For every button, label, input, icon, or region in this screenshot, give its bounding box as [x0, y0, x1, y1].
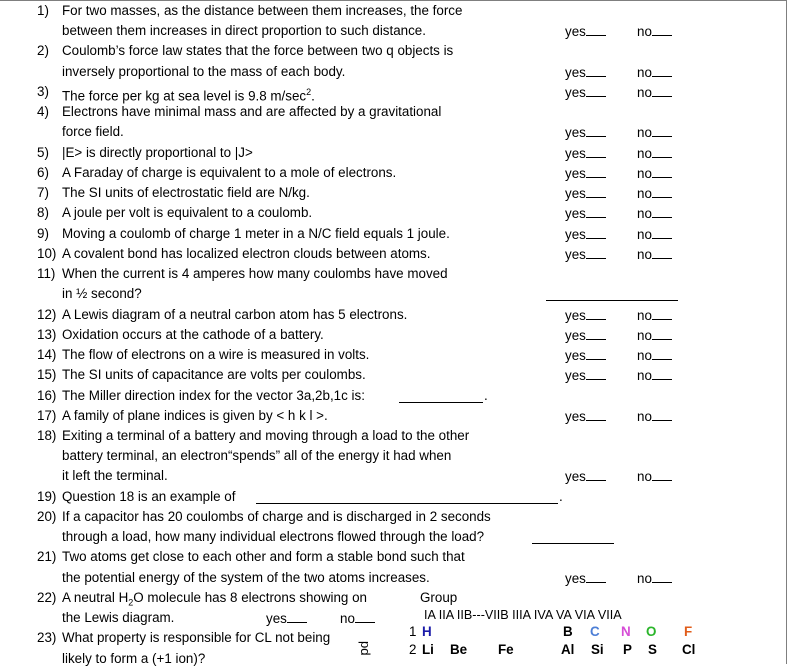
q17-no[interactable]: no	[637, 408, 672, 425]
q13-yes[interactable]: yes	[565, 327, 606, 344]
periodic-group-label: Group	[420, 590, 458, 605]
q4-text-line2: force field.	[62, 124, 124, 139]
q2-yes[interactable]: yes	[565, 64, 606, 81]
q11-number: 11)	[37, 266, 56, 281]
q9-text: Moving a coulomb of charge 1 meter in a N/C field equals 1 joule.	[62, 226, 450, 241]
q3-number: 3)	[37, 84, 49, 99]
q7-no[interactable]: no	[637, 185, 672, 202]
q2-text-line1: Coulomb’s force law states that the force between two q objects is	[62, 43, 454, 58]
q15-text: The SI units of capacitance are volts per coulombs.	[62, 367, 366, 382]
q7-text: The SI units of electrostatic field are N/kg.	[62, 185, 310, 200]
q5-no[interactable]: no	[637, 145, 672, 162]
q17-text: A family of plane indices is given by < h k l >.	[62, 408, 328, 423]
element-P: P	[623, 642, 632, 657]
q21-number: 21)	[37, 549, 57, 564]
q22-yes[interactable]: yes	[266, 610, 307, 627]
q21-text-line1: Two atoms get close to each other and form a stable bond such that	[62, 549, 465, 564]
q11-answer-line[interactable]	[546, 300, 678, 301]
q18-no[interactable]: no	[637, 468, 672, 485]
q17-yes[interactable]: yes	[565, 408, 606, 425]
q2-text-line2: inversely proportional to the mass of each body.	[62, 64, 346, 79]
q20-number: 20)	[37, 509, 57, 524]
element-C: C	[590, 624, 600, 639]
q5-number: 5)	[37, 145, 49, 160]
periodic-row2-number: 2	[409, 642, 417, 657]
q8-text: A joule per volt is equivalent to a coulomb.	[62, 205, 313, 220]
element-N: N	[621, 624, 631, 639]
q11-text-line2: in ½ second?	[62, 286, 142, 301]
q10-no[interactable]: no	[637, 246, 672, 263]
q4-yes[interactable]: yes	[565, 124, 606, 141]
q9-number: 9)	[37, 226, 49, 241]
q12-number: 12)	[37, 307, 57, 322]
q8-no[interactable]: no	[637, 205, 672, 222]
q1-number: 1)	[37, 3, 49, 18]
q10-yes[interactable]: yes	[565, 246, 606, 263]
q6-yes[interactable]: yes	[565, 165, 606, 182]
q14-yes[interactable]: yes	[565, 347, 606, 364]
rotated-margin-label: pd	[358, 641, 373, 656]
q3-yes[interactable]: yes	[565, 84, 606, 101]
q5-text: |E> is directly proportional to |J>	[62, 145, 253, 160]
q22-number: 22)	[37, 590, 57, 605]
q13-text: Oxidation occurs at the cathode of a battery.	[62, 327, 324, 342]
q21-text-line2: the potential energy of the system of the two atoms increases.	[62, 570, 430, 585]
q4-text-line1: Electrons have minimal mass and are affected by a gravitational	[62, 104, 442, 119]
q15-number: 15)	[37, 367, 57, 382]
q18-yes[interactable]: yes	[565, 468, 606, 485]
q16-answer-line[interactable]	[399, 402, 483, 403]
q4-no[interactable]: no	[637, 124, 672, 141]
q23-text-line2: likely to form a (+1 ion)?	[62, 651, 206, 666]
periodic-group-header: IA IIA IIB---VIIB IIIA IVA VA VIA VIIA	[424, 608, 622, 622]
q13-number: 13)	[37, 327, 57, 342]
q9-yes[interactable]: yes	[565, 226, 606, 243]
q22-text-line2: the Lewis diagram.	[62, 610, 175, 625]
q21-yes[interactable]: yes	[565, 570, 606, 587]
q19-text: Question 18 is an example of	[62, 489, 236, 504]
element-Be: Be	[450, 642, 468, 657]
element-S: S	[648, 642, 657, 657]
periodic-row1-number: 1	[409, 624, 417, 639]
q12-no[interactable]: no	[637, 307, 672, 324]
q1-no[interactable]: no	[637, 23, 672, 40]
q18-number: 18)	[37, 428, 57, 443]
element-O: O	[646, 624, 657, 639]
element-Cl: Cl	[682, 642, 696, 657]
q1-text-line2: between them increases in direct proportion to such distance.	[62, 23, 426, 38]
q16-period: .	[484, 388, 488, 403]
q19-period: .	[559, 489, 563, 504]
q18-text-line3: it left the terminal.	[62, 468, 168, 483]
element-B: B	[563, 624, 573, 639]
q5-yes[interactable]: yes	[565, 145, 606, 162]
element-Al: Al	[561, 642, 575, 657]
q6-text: A Faraday of charge is equivalent to a mole of electrons.	[62, 165, 397, 180]
q10-number: 10)	[37, 246, 57, 261]
q22-no[interactable]: no	[340, 610, 375, 627]
q1-text-line1: For two masses, as the distance between them increases, the force	[62, 3, 463, 18]
q7-number: 7)	[37, 185, 49, 200]
q12-text: A Lewis diagram of a neutral carbon atom has 5 electrons.	[62, 307, 408, 322]
q14-no[interactable]: no	[637, 347, 672, 364]
q22-text-line1: A neutral $H_2O$ molecule has 8 electrons showing on	[62, 590, 367, 608]
q20-text-line1: If a capacitor has 20 coulombs of charge and is discharged in 2 seconds	[62, 509, 491, 524]
q18-text-line2: battery terminal, an electron“spends” all of the energy it had when	[62, 448, 452, 463]
element-Li: Li	[422, 642, 434, 657]
q15-no[interactable]: no	[637, 367, 672, 384]
q4-number: 4)	[37, 104, 49, 119]
q13-no[interactable]: no	[637, 327, 672, 344]
q2-number: 2)	[37, 43, 49, 58]
q2-no[interactable]: no	[637, 64, 672, 81]
q19-answer-line[interactable]	[256, 503, 558, 504]
element-H: H	[422, 624, 432, 639]
q16-text: The Miller direction index for the vector 3a,2b,1c is:	[62, 388, 365, 403]
q9-no[interactable]: no	[637, 226, 672, 243]
q10-text: A covalent bond has localized electron clouds between atoms.	[62, 246, 431, 261]
q21-no[interactable]: no	[637, 570, 672, 587]
q17-number: 17)	[37, 408, 57, 423]
q3-text: The force per kg at sea level is 9.8 $m/\sec^2$.	[62, 87, 315, 104]
q7-yes[interactable]: yes	[565, 185, 606, 202]
q23-number: 23)	[37, 630, 57, 645]
q1-yes[interactable]: yes	[565, 23, 606, 40]
element-Fe: Fe	[498, 642, 514, 657]
q19-number: 19)	[37, 489, 57, 504]
q11-text-line1: When the current is 4 amperes how many coulombs have moved	[62, 266, 448, 281]
q14-text: The flow of electrons on a wire is measured in volts.	[62, 347, 370, 362]
q15-yes[interactable]: yes	[565, 367, 606, 384]
q12-yes[interactable]: yes	[565, 307, 606, 324]
q6-no[interactable]: no	[637, 165, 672, 182]
q23-text-line1: What property is responsible for CL not being	[62, 630, 331, 645]
q14-number: 14)	[37, 347, 57, 362]
q16-number: 16)	[37, 388, 57, 403]
q8-yes[interactable]: yes	[565, 205, 606, 222]
q6-number: 6)	[37, 165, 49, 180]
element-Si: Si	[591, 642, 604, 657]
q3-no[interactable]: no	[637, 84, 672, 101]
q20-answer-line[interactable]	[532, 543, 614, 544]
element-F: F	[684, 624, 693, 639]
q8-number: 8)	[37, 205, 49, 220]
q20-text-line2: through a load, how many individual electrons flowed through the load?	[62, 529, 485, 544]
q18-text-line1: Exiting a terminal of a battery and moving through a load to the other	[62, 428, 470, 443]
